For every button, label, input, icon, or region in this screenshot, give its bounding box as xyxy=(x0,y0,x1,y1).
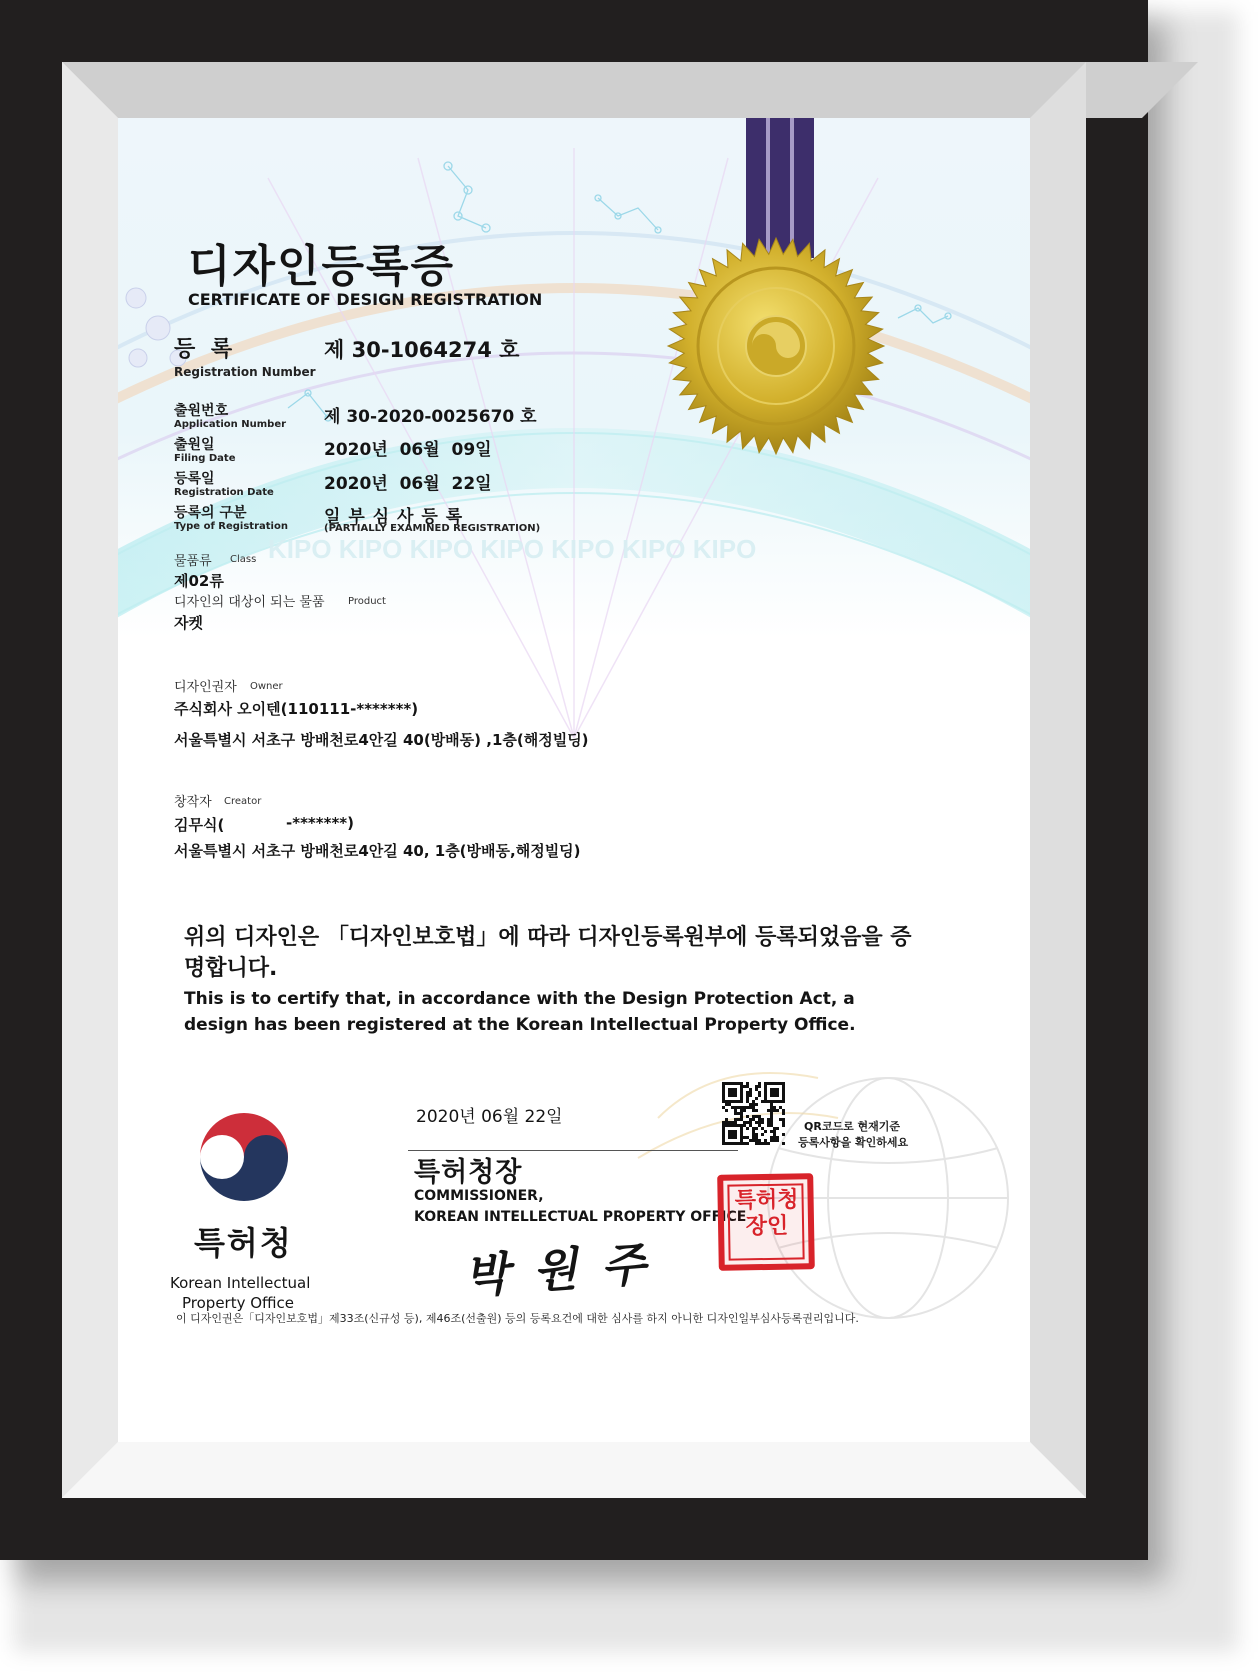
qr-module xyxy=(770,1121,773,1124)
qr-module xyxy=(743,1109,746,1112)
qr-module xyxy=(755,1127,758,1130)
qr-module xyxy=(758,1121,761,1124)
qr-module xyxy=(722,1142,725,1145)
qr-module xyxy=(779,1100,782,1103)
qr-module xyxy=(737,1100,740,1103)
qr-module xyxy=(734,1091,737,1094)
qr-module xyxy=(758,1118,761,1121)
application-label-ko: 출원번호 xyxy=(174,403,229,419)
qr-module xyxy=(740,1118,743,1121)
kipo-taegeuk-logo xyxy=(190,1103,298,1211)
qr-module xyxy=(740,1109,743,1112)
class-label-ko: 물품류 xyxy=(174,554,212,569)
qr-module xyxy=(770,1103,773,1106)
qr-module xyxy=(752,1139,755,1142)
qr-module xyxy=(728,1100,731,1103)
product-label-en: Product xyxy=(348,596,386,607)
qr-module xyxy=(740,1136,743,1139)
qr-module xyxy=(725,1124,728,1127)
stamp-glyphs: 특허청장인 xyxy=(734,1187,799,1240)
qr-module xyxy=(776,1136,779,1139)
qr-module xyxy=(770,1100,773,1103)
qr-module xyxy=(773,1082,776,1085)
qr-module xyxy=(749,1106,752,1109)
qr-module xyxy=(767,1121,770,1124)
mat-bevel-left xyxy=(62,62,118,1498)
issuer-title-ko: 특허청장 xyxy=(414,1157,523,1188)
qr-module xyxy=(770,1106,773,1109)
qr-module xyxy=(761,1133,764,1136)
qr-module xyxy=(746,1100,749,1103)
qr-module xyxy=(764,1082,767,1085)
qr-module xyxy=(782,1091,785,1094)
qr-module xyxy=(749,1139,752,1142)
qr-module xyxy=(776,1091,779,1094)
qr-module xyxy=(755,1142,758,1145)
qr-module xyxy=(758,1142,761,1145)
qr-module xyxy=(725,1118,728,1121)
qr-module xyxy=(743,1106,746,1109)
qr-module xyxy=(722,1100,725,1103)
qr-module xyxy=(782,1094,785,1097)
qr-module xyxy=(746,1115,749,1118)
qr-module xyxy=(773,1136,776,1139)
qr-module xyxy=(731,1100,734,1103)
office-name-en-line-2: Property Office xyxy=(182,1294,295,1312)
qr-module xyxy=(758,1082,761,1085)
class-label-en: Class xyxy=(230,554,257,565)
legal-footnote: 이 디자인권은「디자인보호법」제33조(신규성 등), 제46조(선출원) 등의 등록요건에 대한 심사를 하지 아니한 디자인일부심사등록권리입니다. xyxy=(176,1312,859,1325)
qr-module xyxy=(725,1100,728,1103)
qr-module xyxy=(755,1136,758,1139)
qr-module xyxy=(782,1097,785,1100)
registration-type-ko: 일 부 심 사 등 록 xyxy=(324,507,464,527)
qr-module xyxy=(764,1091,767,1094)
qr-module xyxy=(746,1082,749,1085)
registration-date-label-en: Registration Date xyxy=(174,487,274,498)
qr-module xyxy=(740,1094,743,1097)
registration-date: 2020년 06월 22일 xyxy=(324,474,492,494)
qr-module xyxy=(782,1082,785,1085)
qr-module xyxy=(764,1100,767,1103)
qr-module xyxy=(728,1130,731,1133)
qr-module xyxy=(743,1142,746,1145)
filing-date: 2020년 06월 09일 xyxy=(324,440,492,460)
product-value: 자켓 xyxy=(174,614,203,632)
qr-module xyxy=(737,1142,740,1145)
qr-module xyxy=(728,1094,731,1097)
qr-module xyxy=(746,1094,749,1097)
qr-module xyxy=(740,1085,743,1088)
qr-module xyxy=(743,1085,746,1088)
qr-module xyxy=(722,1121,725,1124)
qr-module xyxy=(761,1118,764,1121)
qr-module xyxy=(722,1091,725,1094)
qr-module xyxy=(746,1097,749,1100)
qr-module xyxy=(776,1100,779,1103)
qr-module xyxy=(770,1124,773,1127)
qr-module xyxy=(722,1124,725,1127)
qr-module xyxy=(734,1136,737,1139)
qr-module xyxy=(722,1136,725,1139)
qr-module xyxy=(743,1124,746,1127)
qr-module xyxy=(740,1082,743,1085)
qr-module xyxy=(731,1136,734,1139)
qr-module xyxy=(779,1118,782,1121)
qr-module xyxy=(779,1082,782,1085)
qr-module xyxy=(755,1115,758,1118)
qr-module xyxy=(746,1127,749,1130)
owner-label-ko: 디자인권자 xyxy=(174,680,237,695)
qr-module xyxy=(770,1091,773,1094)
qr-module xyxy=(746,1106,749,1109)
qr-module xyxy=(782,1124,785,1127)
qr-module xyxy=(770,1115,773,1118)
qr-module xyxy=(740,1112,743,1115)
qr-module xyxy=(749,1118,752,1121)
qr-module xyxy=(737,1118,740,1121)
owner-label-en: Owner xyxy=(250,681,283,692)
gold-seal xyxy=(668,238,884,454)
qr-module xyxy=(737,1082,740,1085)
qr-code xyxy=(722,1082,786,1146)
qr-module xyxy=(734,1112,737,1115)
issuer-title-en-line-1: COMMISSIONER, xyxy=(414,1188,544,1204)
watermark-text: KIPO KIPO KIPO KIPO KIPO KIPO KIPO xyxy=(268,534,757,564)
mat-bevel-bottom xyxy=(62,1442,1086,1498)
qr-module xyxy=(731,1091,734,1094)
registration-label-en: Registration Number xyxy=(174,365,316,379)
qr-module xyxy=(767,1109,770,1112)
owner-name: 주식회사 오이텐(110111-*******) xyxy=(174,700,419,718)
qr-module xyxy=(764,1139,767,1142)
qr-module xyxy=(746,1142,749,1145)
qr-note-line-1: QR코드로 현재기준 xyxy=(804,1120,901,1133)
qr-module xyxy=(734,1121,737,1124)
qr-module xyxy=(746,1121,749,1124)
qr-module xyxy=(767,1118,770,1121)
qr-module xyxy=(767,1142,770,1145)
qr-module xyxy=(740,1091,743,1094)
qr-module xyxy=(734,1109,737,1112)
qr-module xyxy=(755,1088,758,1091)
qr-module xyxy=(758,1124,761,1127)
qr-module xyxy=(764,1142,767,1145)
creator-name-prefix: 김무식( xyxy=(174,816,225,834)
filing-date-label-ko: 출원일 xyxy=(174,437,215,453)
registration-date-label-ko: 등록일 xyxy=(174,471,215,487)
qr-module xyxy=(782,1112,785,1115)
qr-module xyxy=(734,1106,737,1109)
qr-module xyxy=(740,1130,743,1133)
qr-module xyxy=(731,1121,734,1124)
owner-address: 서울특별시 서초구 방배천로4안길 40(방배동) ,1층(해정빌딩) xyxy=(174,731,589,749)
qr-module xyxy=(755,1103,758,1106)
product-label-ko: 디자인의 대상이 되는 물품 xyxy=(174,595,325,610)
qr-module xyxy=(755,1139,758,1142)
creator-label-en: Creator xyxy=(224,796,262,807)
qr-module xyxy=(743,1136,746,1139)
qr-module xyxy=(743,1121,746,1124)
qr-module xyxy=(755,1109,758,1112)
qr-module xyxy=(749,1094,752,1097)
qr-module xyxy=(725,1082,728,1085)
qr-module xyxy=(740,1127,743,1130)
qr-module xyxy=(722,1130,725,1133)
qr-module xyxy=(749,1088,752,1091)
qr-module xyxy=(728,1142,731,1145)
qr-module xyxy=(782,1121,785,1124)
statement-english: This is to certify that, in accordance with the Design Protection Act, a design has been registered at the Korean Intellectual Property Office. xyxy=(184,989,856,1035)
qr-module xyxy=(761,1142,764,1145)
commissioner-signature: 박 원 주 xyxy=(462,1236,652,1304)
title-korean: 디자인등록증 xyxy=(188,241,456,292)
application-number: 제 30-2020-0025670 호 xyxy=(324,407,537,427)
office-name-ko: 특허청 xyxy=(194,1224,293,1262)
qr-module xyxy=(722,1085,725,1088)
qr-module xyxy=(734,1133,737,1136)
qr-module xyxy=(728,1082,731,1085)
qr-module xyxy=(758,1139,761,1142)
qr-module xyxy=(764,1088,767,1091)
qr-module xyxy=(776,1082,779,1085)
qr-module xyxy=(746,1085,749,1088)
qr-module xyxy=(758,1094,761,1097)
qr-module xyxy=(728,1136,731,1139)
qr-module xyxy=(722,1127,725,1130)
qr-module xyxy=(722,1082,725,1085)
qr-module xyxy=(737,1112,740,1115)
qr-module xyxy=(728,1088,731,1091)
qr-module xyxy=(740,1124,743,1127)
qr-module xyxy=(773,1127,776,1130)
qr-module xyxy=(773,1109,776,1112)
qr-module xyxy=(728,1091,731,1094)
qr-module xyxy=(731,1142,734,1145)
qr-module xyxy=(776,1094,779,1097)
certificate-paper xyxy=(118,118,1030,1442)
qr-module xyxy=(737,1124,740,1127)
qr-module xyxy=(746,1136,749,1139)
qr-module xyxy=(752,1133,755,1136)
qr-module xyxy=(740,1115,743,1118)
qr-module xyxy=(749,1121,752,1124)
qr-module xyxy=(758,1115,761,1118)
registration-type-label-en: Type of Registration xyxy=(174,521,288,532)
qr-module xyxy=(782,1085,785,1088)
qr-note-line-2: 등록사항을 확인하세요 xyxy=(798,1136,909,1149)
qr-module xyxy=(764,1097,767,1100)
qr-module xyxy=(749,1103,752,1106)
qr-module xyxy=(749,1124,752,1127)
qr-module xyxy=(740,1142,743,1145)
qr-module xyxy=(734,1094,737,1097)
qr-module xyxy=(773,1130,776,1133)
class-value: 제02류 xyxy=(174,572,224,590)
qr-module xyxy=(740,1088,743,1091)
qr-module xyxy=(740,1106,743,1109)
qr-module xyxy=(773,1100,776,1103)
qr-module xyxy=(767,1100,770,1103)
qr-module xyxy=(734,1118,737,1121)
application-label-en: Application Number xyxy=(174,419,287,430)
qr-module xyxy=(770,1136,773,1139)
qr-module xyxy=(740,1133,743,1136)
qr-module xyxy=(755,1097,758,1100)
qr-module xyxy=(770,1109,773,1112)
qr-module xyxy=(722,1139,725,1142)
qr-module xyxy=(770,1082,773,1085)
qr-module xyxy=(755,1121,758,1124)
qr-module xyxy=(782,1088,785,1091)
qr-module xyxy=(734,1124,737,1127)
qr-module xyxy=(773,1106,776,1109)
qr-module xyxy=(776,1088,779,1091)
qr-module xyxy=(734,1088,737,1091)
qr-module xyxy=(770,1118,773,1121)
qr-module xyxy=(722,1097,725,1100)
qr-module xyxy=(755,1133,758,1136)
qr-module xyxy=(731,1082,734,1085)
qr-module xyxy=(764,1085,767,1088)
issue-date: 2020년 06월 22일 xyxy=(416,1107,563,1127)
qr-module xyxy=(752,1100,755,1103)
registration-label-ko: 등 록 xyxy=(174,337,237,362)
qr-module xyxy=(776,1127,779,1130)
mat-bevel-right xyxy=(1030,62,1086,1498)
mat-bevel-top xyxy=(62,62,1198,118)
qr-module xyxy=(767,1124,770,1127)
qr-module xyxy=(770,1130,773,1133)
qr-module xyxy=(722,1106,725,1109)
qr-module xyxy=(773,1091,776,1094)
qr-module xyxy=(764,1130,767,1133)
registration-type-label-ko: 등록의 구분 xyxy=(174,505,247,521)
qr-module xyxy=(755,1085,758,1088)
qr-module xyxy=(734,1100,737,1103)
qr-module xyxy=(782,1142,785,1145)
qr-module xyxy=(731,1124,734,1127)
qr-module xyxy=(752,1130,755,1133)
qr-module xyxy=(752,1127,755,1130)
qr-module xyxy=(728,1103,731,1106)
qr-module xyxy=(761,1100,764,1103)
creator-name-suffix: -*******) xyxy=(286,814,354,832)
creator-label-ko: 창작자 xyxy=(174,795,212,810)
qr-module xyxy=(731,1088,734,1091)
qr-module xyxy=(770,1094,773,1097)
qr-module xyxy=(734,1082,737,1085)
creator-address: 서울특별시 서초구 방배천로4안길 40, 1층(방배동,해정빌딩) xyxy=(174,842,581,860)
qr-module xyxy=(752,1136,755,1139)
qr-module xyxy=(731,1106,734,1109)
qr-module xyxy=(734,1130,737,1133)
qr-module xyxy=(773,1139,776,1142)
registration-type-en: (PARTIALLY EXAMINED REGISTRATION) xyxy=(324,523,541,534)
qr-module xyxy=(740,1100,743,1103)
qr-module xyxy=(725,1103,728,1106)
qr-module xyxy=(725,1121,728,1124)
official-red-stamp xyxy=(717,1173,815,1271)
qr-module xyxy=(770,1139,773,1142)
qr-module xyxy=(740,1097,743,1100)
qr-module xyxy=(776,1139,779,1142)
qr-module xyxy=(752,1118,755,1121)
qr-module xyxy=(782,1100,785,1103)
title-english: CERTIFICATE OF DESIGN REGISTRATION xyxy=(188,290,543,309)
qr-module xyxy=(764,1094,767,1097)
registration-number: 제 30-1064274 호 xyxy=(324,338,520,362)
qr-module xyxy=(779,1106,782,1109)
filing-date-label-en: Filing Date xyxy=(174,453,236,464)
statement-korean: 위의 디자인은 「디자인보호법」에 따라 디자인등록원부에 등록되었음을 증명합니다. xyxy=(184,925,912,981)
qr-module xyxy=(731,1130,734,1133)
qr-module xyxy=(722,1133,725,1136)
qr-module xyxy=(752,1103,755,1106)
qr-module xyxy=(773,1133,776,1136)
qr-module xyxy=(734,1142,737,1145)
qr-module xyxy=(728,1133,731,1136)
qr-module xyxy=(770,1088,773,1091)
qr-module xyxy=(773,1088,776,1091)
qr-module xyxy=(722,1088,725,1091)
qr-module xyxy=(773,1094,776,1097)
qr-module xyxy=(761,1121,764,1124)
qr-module xyxy=(731,1133,734,1136)
qr-module xyxy=(782,1133,785,1136)
qr-module xyxy=(728,1121,731,1124)
qr-module xyxy=(749,1091,752,1094)
qr-module xyxy=(746,1091,749,1094)
qr-module xyxy=(782,1109,785,1112)
qr-module xyxy=(725,1142,728,1145)
ribbon xyxy=(746,118,814,258)
qr-module xyxy=(752,1115,755,1118)
qr-module xyxy=(722,1094,725,1097)
qr-module xyxy=(761,1127,764,1130)
office-name-en-line-1: Korean Intellectual xyxy=(170,1274,311,1292)
qr-module xyxy=(776,1109,779,1112)
issuer-title-en-line-2: KOREAN INTELLECTUAL PROPERTY OFFICE xyxy=(414,1209,747,1225)
qr-module xyxy=(758,1085,761,1088)
qr-module xyxy=(731,1094,734,1097)
qr-module xyxy=(737,1106,740,1109)
qr-module xyxy=(767,1082,770,1085)
qr-module xyxy=(758,1091,761,1094)
qr-module xyxy=(740,1139,743,1142)
qr-module xyxy=(725,1109,728,1112)
qr-module xyxy=(752,1109,755,1112)
qr-module xyxy=(770,1112,773,1115)
qr-module xyxy=(782,1118,785,1121)
qr-module xyxy=(752,1106,755,1109)
qr-module xyxy=(728,1124,731,1127)
